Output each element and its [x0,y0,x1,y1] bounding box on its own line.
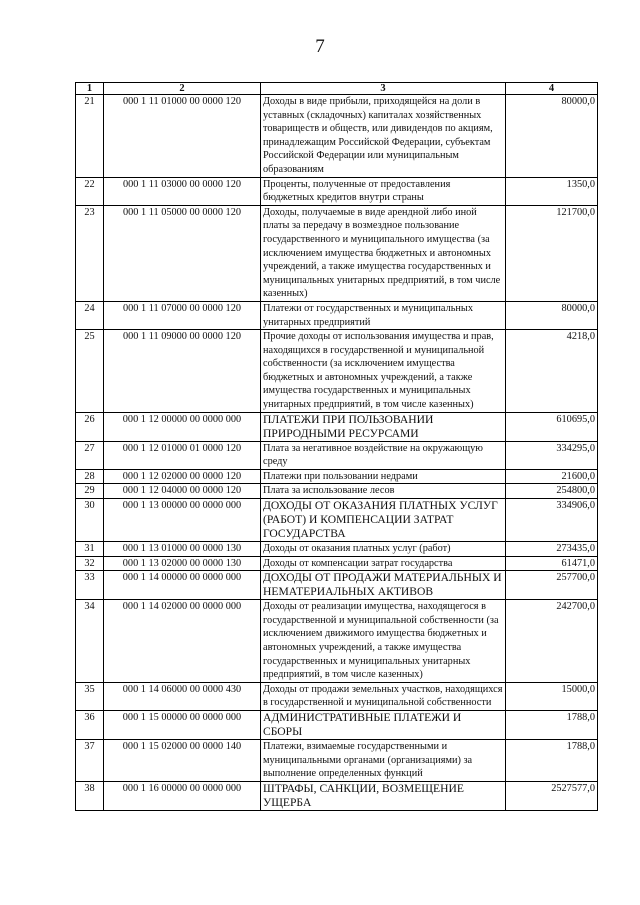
amount-cell: 1788,0 [506,739,598,781]
column-header: 2 [104,83,261,95]
table-row [76,441,598,469]
table-row [76,205,598,301]
table-body [76,95,598,811]
row-number-cell: 23 [76,205,104,301]
amount-cell: 254800,0 [506,484,598,499]
description-cell: Платежи при пользовании недрами [261,469,506,484]
amount-cell: 334906,0 [506,499,598,542]
classification-code-cell: 000 1 15 02000 00 0000 140 [104,739,261,781]
row-number-cell: 34 [76,600,104,683]
table-row [76,177,598,205]
table-header-row [76,83,598,95]
classification-code-cell: 000 1 11 07000 00 0000 120 [104,301,261,329]
description-cell: Доходы от продажи земельных участков, находящихся в государственной и муниципальной собственности [261,682,506,710]
amount-cell: 2527577,0 [506,781,598,810]
table-row [76,330,598,413]
description-cell: Доходы от реализации имущества, находящегося в государственной и муниципальной собственности (за исключением движимого имущества бюджетных и автономных учреждений, а также имущества государственных и муниципальных унитарных предприятий, в том числе казенных) [261,600,506,683]
column-header: 3 [261,83,506,95]
description-cell: ДОХОДЫ ОТ ОКАЗАНИЯ ПЛАТНЫХ УСЛУГ (РАБОТ) И КОМПЕНСАЦИИ ЗАТРАТ ГОСУДАРСТВА [261,499,506,542]
amount-cell: 121700,0 [506,205,598,301]
classification-code-cell: 000 1 12 01000 01 0000 120 [104,441,261,469]
table-row [76,571,598,600]
description-cell: ПЛАТЕЖИ ПРИ ПОЛЬЗОВАНИИ ПРИРОДНЫМИ РЕСУРСАМИ [261,412,506,441]
description-cell: Плата за негативное воздействие на окружающую среду [261,441,506,469]
amount-cell: 334295,0 [506,441,598,469]
row-number-cell: 30 [76,499,104,542]
row-number-cell: 28 [76,469,104,484]
classification-code-cell: 000 1 13 02000 00 0000 130 [104,556,261,571]
amount-cell: 242700,0 [506,600,598,683]
amount-cell: 257700,0 [506,571,598,600]
row-number-cell: 29 [76,484,104,499]
row-number-cell: 22 [76,177,104,205]
description-cell: Доходы от оказания платных услуг (работ) [261,542,506,557]
column-header: 4 [506,83,598,95]
classification-code-cell: 000 1 14 02000 00 0000 000 [104,600,261,683]
table-row [76,484,598,499]
row-number-cell: 26 [76,412,104,441]
table-row [76,710,598,739]
row-number-cell: 35 [76,682,104,710]
classification-code-cell: 000 1 14 00000 00 0000 000 [104,571,261,600]
amount-cell: 273435,0 [506,542,598,557]
table-row [76,739,598,781]
description-cell: Платежи от государственных и муниципальных унитарных предприятий [261,301,506,329]
classification-code-cell: 000 1 16 00000 00 0000 000 [104,781,261,810]
classification-code-cell: 000 1 11 09000 00 0000 120 [104,330,261,413]
row-number-cell: 36 [76,710,104,739]
row-number-cell: 33 [76,571,104,600]
row-number-cell: 38 [76,781,104,810]
classification-code-cell: 000 1 12 04000 00 0000 120 [104,484,261,499]
amount-cell: 1350,0 [506,177,598,205]
table-row [76,682,598,710]
table-row [76,542,598,557]
row-number-cell: 24 [76,301,104,329]
amount-cell: 610695,0 [506,412,598,441]
classification-code-cell: 000 1 12 00000 00 0000 000 [104,412,261,441]
description-cell: Доходы в виде прибыли, приходящейся на доли в уставных (складочных) капиталах хозяйственных товариществ и обществ, или дивидендов по акциям, принадлежащим Российской Федерации, субъектам Российской Федерации или муниципальным образованиям [261,95,506,178]
amount-cell: 4218,0 [506,330,598,413]
classification-code-cell: 000 1 15 00000 00 0000 000 [104,710,261,739]
classification-code-cell: 000 1 13 00000 00 0000 000 [104,499,261,542]
page-number: 7 [315,36,325,57]
amount-cell: 61471,0 [506,556,598,571]
description-cell: АДМИНИСТРАТИВНЫЕ ПЛАТЕЖИ И СБОРЫ [261,710,506,739]
classification-code-cell: 000 1 11 01000 00 0000 120 [104,95,261,178]
description-cell: Прочие доходы от использования имущества и прав, находящихся в государственной и муниципальной собственности (за исключением имущества бюджетных и автономных учреждений, а также имущества государственных и муниципальных унитарных предприятий, в том числе казенных) [261,330,506,413]
description-cell: Платежи, взимаемые государственными и муниципальными органами (организациями) за выполнение определенных функций [261,739,506,781]
row-number-cell: 21 [76,95,104,178]
column-header: 1 [76,83,104,95]
amount-cell: 80000,0 [506,301,598,329]
table-row [76,469,598,484]
description-cell: Доходы от компенсации затрат государства [261,556,506,571]
row-number-cell: 27 [76,441,104,469]
amount-cell: 80000,0 [506,95,598,178]
table-row [76,499,598,542]
amount-cell: 1788,0 [506,710,598,739]
classification-code-cell: 000 1 13 01000 00 0000 130 [104,542,261,557]
description-cell: Проценты, полученные от предоставления бюджетных кредитов внутри страны [261,177,506,205]
revenue-table [75,82,598,811]
classification-code-cell: 000 1 11 05000 00 0000 120 [104,205,261,301]
classification-code-cell: 000 1 11 03000 00 0000 120 [104,177,261,205]
row-number-cell: 37 [76,739,104,781]
classification-code-cell: 000 1 12 02000 00 0000 120 [104,469,261,484]
row-number-cell: 25 [76,330,104,413]
classification-code-cell: 000 1 14 06000 00 0000 430 [104,682,261,710]
amount-cell: 15000,0 [506,682,598,710]
table-row [76,95,598,178]
amount-cell: 21600,0 [506,469,598,484]
description-cell: ШТРАФЫ, САНКЦИИ, ВОЗМЕЩЕНИЕ УЩЕРБА [261,781,506,810]
description-cell: ДОХОДЫ ОТ ПРОДАЖИ МАТЕРИАЛЬНЫХ И НЕМАТЕРИАЛЬНЫХ АКТИВОВ [261,571,506,600]
table-row [76,781,598,810]
description-cell: Плата за использование лесов [261,484,506,499]
table-row [76,301,598,329]
description-cell: Доходы, получаемые в виде арендной либо иной платы за передачу в возмездное пользование государственного и муниципального имущества (за исключением имущества бюджетных и автономных учреждений, а также имущества государственных и муниципальных унитарных предприятий, в том числе казенных) [261,205,506,301]
table-row [76,412,598,441]
row-number-cell: 32 [76,556,104,571]
table-row [76,556,598,571]
table-row [76,600,598,683]
row-number-cell: 31 [76,542,104,557]
